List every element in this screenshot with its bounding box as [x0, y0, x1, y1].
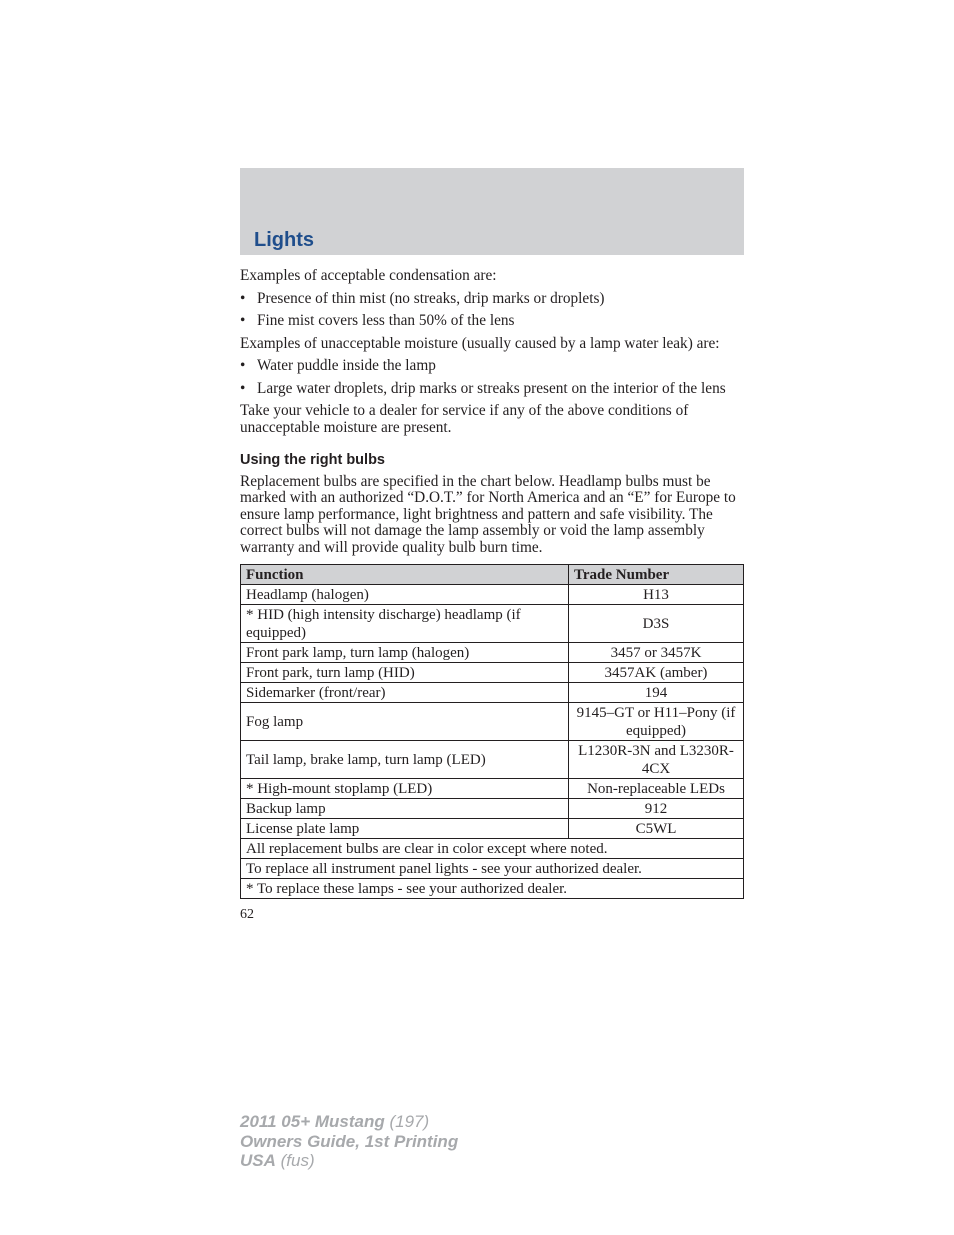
table-row — [241, 741, 744, 779]
function-cell: Sidemarker (front/rear) — [241, 683, 569, 703]
trade-number-cell: 3457AK (amber) — [569, 663, 744, 683]
trade-number-cell: Non-replaceable LEDs — [569, 779, 744, 799]
table-note: All replacement bulbs are clear in color except where noted. — [241, 839, 744, 859]
trade-number-cell: L1230R-3N and L3230R-4CX — [569, 741, 744, 779]
trade-number-cell: 194 — [569, 683, 744, 703]
document-footer — [240, 1112, 458, 1171]
footer-model: 2011 05+ Mustang — [240, 1112, 385, 1131]
function-cell: Backup lamp — [241, 799, 569, 819]
footer-market: USA — [240, 1151, 276, 1170]
trade-number-cell: 3457 or 3457K — [569, 643, 744, 663]
bullet-item — [240, 381, 744, 398]
intro-text: Examples of acceptable condensation are: — [240, 267, 497, 284]
trade-number-cell: 9145–GT or H11–Pony (if equipped) — [569, 703, 744, 741]
column-header-trade-number: Trade Number — [569, 565, 744, 585]
table-header-row — [241, 565, 744, 585]
section-header-band — [240, 168, 744, 255]
footer-line-2 — [240, 1132, 458, 1152]
table-note-row — [241, 859, 744, 879]
section-heading: Using the right bulbs — [240, 452, 385, 468]
footer-market-code: (fus) — [280, 1151, 315, 1170]
table-note: To replace all instrument panel lights - see your authorized dealer. — [241, 859, 744, 879]
table-row — [241, 819, 744, 839]
table-row — [241, 643, 744, 663]
table-row — [241, 605, 744, 643]
bullet-icon: • — [240, 289, 246, 307]
trade-number-cell: 912 — [569, 799, 744, 819]
bullet-text: Presence of thin mist (no streaks, drip marks or droplets) — [257, 289, 605, 307]
bulb-table — [240, 564, 744, 899]
table-row — [241, 779, 744, 799]
footer-model-code: (197) — [389, 1112, 430, 1131]
unacceptable-intro-text: Examples of unacceptable moisture (usually caused by a lamp water leak) are: — [240, 334, 720, 352]
bullet-item — [240, 358, 744, 375]
section-body: Replacement bulbs are specified in the chart below. Headlamp bulbs must be marked with an authorized “D.O.T.” for North America and an “E” for Europe to ensure lamp performance, light brightness and pattern and safe visibility. The correct bulbs will not damage the lamp assembly or void the lamp assembly warranty and will provide quality bulb burn time. — [240, 472, 736, 556]
column-header-function: Function — [241, 565, 569, 585]
footer-guide: Owners Guide, 1st Printing — [240, 1131, 459, 1151]
table-row — [241, 663, 744, 683]
table-note: * To replace these lamps - see your authorized dealer. — [241, 879, 744, 899]
bullet-text: Fine mist covers less than 50% of the lens — [257, 312, 515, 329]
bullet-icon: • — [240, 379, 246, 397]
bullet-text: Water puddle inside the lamp — [257, 357, 436, 374]
table-row — [241, 799, 744, 819]
section-title: Lights — [254, 229, 314, 251]
footer-line-1 — [240, 1112, 458, 1132]
trade-number-cell: C5WL — [569, 819, 744, 839]
function-cell: * HID (high intensity discharge) headlamp (if equipped) — [241, 605, 569, 643]
table-row — [241, 703, 744, 741]
bullet-text: Large water droplets, drip marks or streaks present on the interior of the lens — [257, 379, 726, 397]
function-cell: Headlamp (halogen) — [241, 585, 569, 605]
function-cell: * High-mount stoplamp (LED) — [241, 779, 569, 799]
function-cell: License plate lamp — [241, 819, 569, 839]
table-row — [241, 585, 744, 605]
bullet-icon: • — [240, 357, 246, 374]
function-cell: Tail lamp, brake lamp, turn lamp (LED) — [241, 741, 569, 779]
table-row — [241, 683, 744, 703]
table-note-row — [241, 839, 744, 859]
trade-number-cell: D3S — [569, 605, 744, 643]
trade-number-cell: H13 — [569, 585, 744, 605]
function-cell: Front park lamp, turn lamp (halogen) — [241, 643, 569, 663]
page-number: 62 — [240, 907, 254, 922]
bullet-icon: • — [240, 312, 246, 329]
service-note: Take your vehicle to a dealer for service if any of the above conditions of unacceptable moisture are present. — [240, 402, 689, 436]
table-note-row — [241, 879, 744, 899]
function-cell: Front park, turn lamp (HID) — [241, 663, 569, 683]
footer-line-3 — [240, 1151, 458, 1171]
page-content — [240, 268, 744, 924]
function-cell: Fog lamp — [241, 703, 569, 741]
bullet-item — [240, 291, 744, 308]
bullet-item — [240, 313, 744, 330]
